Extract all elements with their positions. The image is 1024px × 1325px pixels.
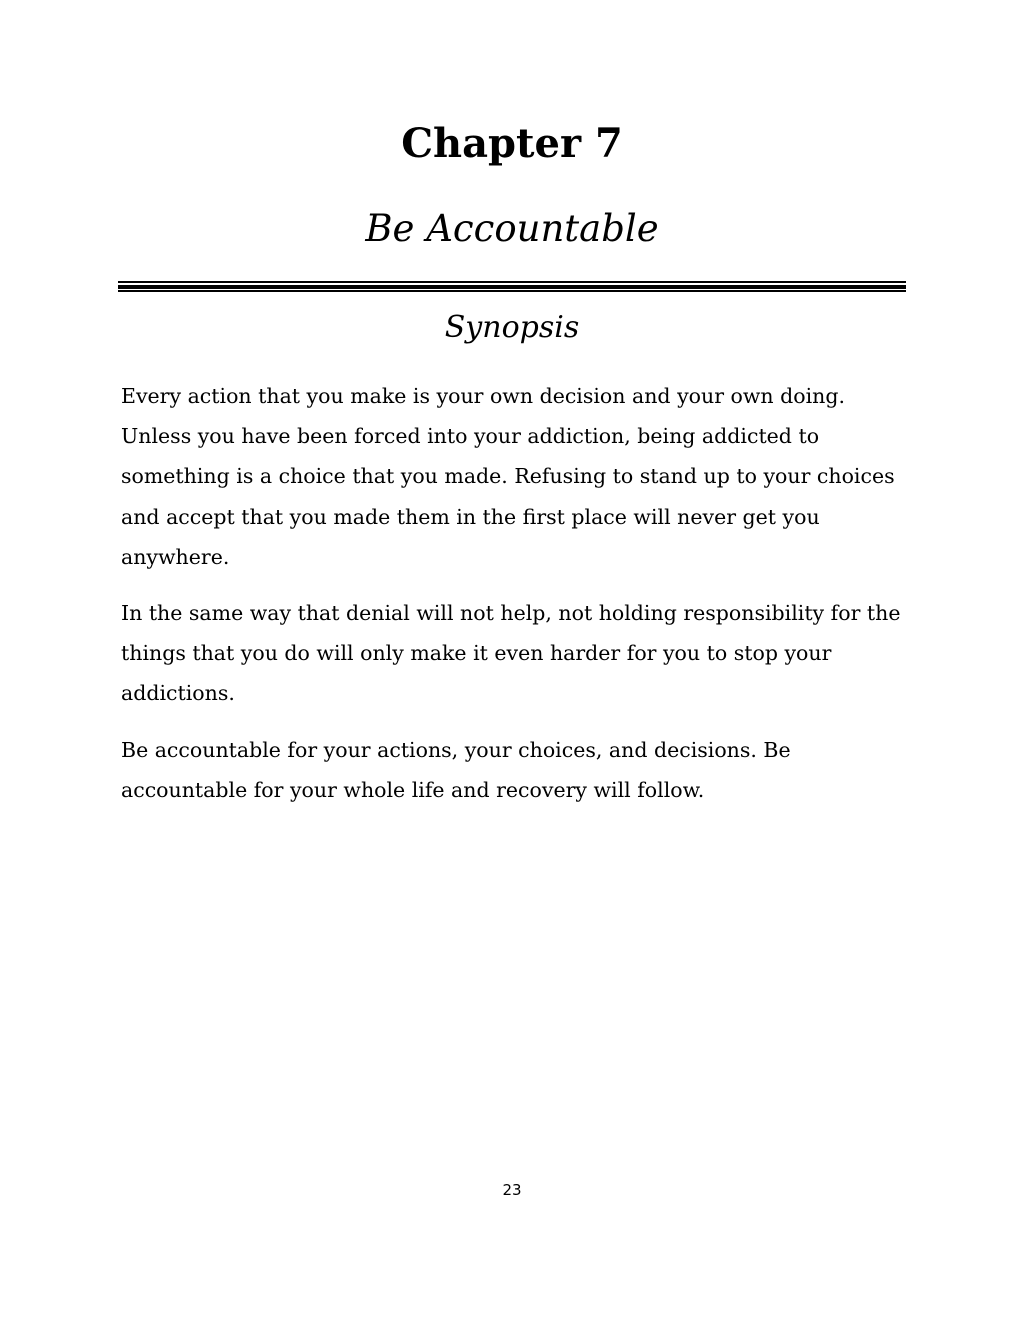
section-heading: Synopsis — [444, 310, 580, 345]
body-text — [121, 376, 911, 826]
divider-line-bottom — [118, 290, 906, 292]
paragraph: Be accountable for your actions, your choices, and decisions. Be accountable for your whole life and recovery will follow. — [121, 737, 791, 802]
divider-line-middle — [118, 285, 906, 289]
page-number: 23 — [502, 1181, 522, 1199]
divider-line-top — [118, 281, 906, 283]
paragraph: In the same way that denial will not help, not holding responsibility for the things that you do will only make it even harder for you to stop your addictions. — [121, 601, 901, 706]
double-rule-divider — [118, 281, 906, 292]
paragraph: Every action that you make is your own decision and your own doing. Unless you have been forced into your addiction, being addicted to something is a choice that you made. Refusing to stand up to your choices and accept that you made them in the first place will never get you anywhere. — [121, 384, 895, 569]
chapter-number: Chapter 7 — [401, 120, 623, 167]
chapter-title: Be Accountable — [365, 207, 659, 250]
